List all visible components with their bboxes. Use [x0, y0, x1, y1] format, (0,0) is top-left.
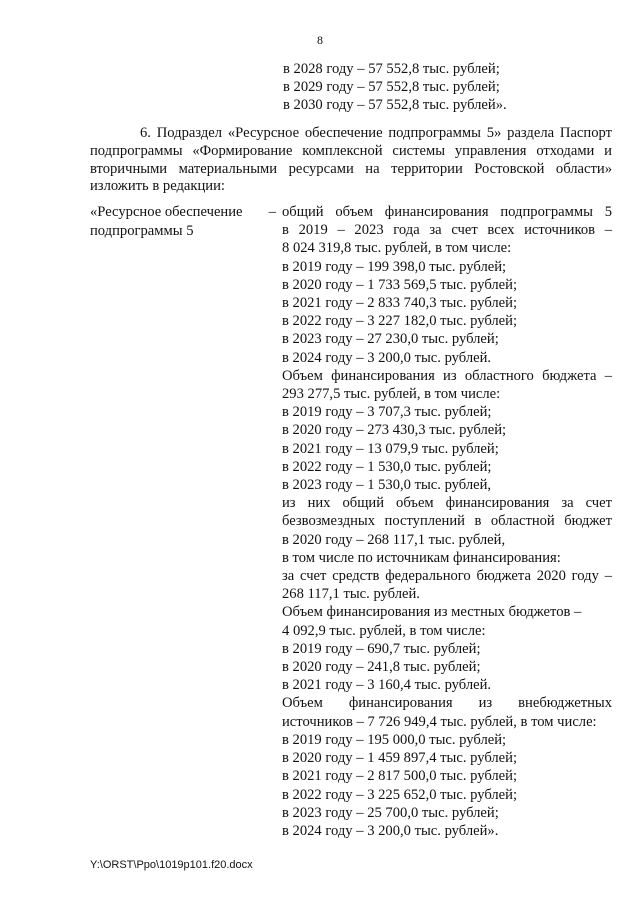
content-line: в том числе по источникам финансирования: [282, 549, 561, 566]
content-line: 268 117,1 тыс. рублей. [282, 586, 420, 603]
content-line: 293 277,5 тыс. рублей, в том числе: [282, 386, 501, 403]
top-lines [283, 60, 507, 115]
content-line: общий объем финансирования подпрограммы 5 [282, 204, 612, 220]
content-line: источников – 7 726 949,4 тыс. рублей, в том числе: [282, 713, 597, 730]
paragraph-line: изложить в редакции: [90, 178, 225, 195]
content-line: в 2020 году – 241,8 тыс. рублей; [282, 659, 481, 676]
content-line: в 2024 году – 3 200,0 тыс. рублей». [282, 822, 499, 839]
content-line: 4 092,9 тыс. рублей, в том числе: [282, 622, 486, 639]
content-line: в 2023 году – 25 700,0 тыс. рублей; [282, 804, 499, 821]
resource-label-line: «Ресурсное обеспечение [90, 204, 243, 220]
label-dash: – [268, 204, 276, 220]
content-line: 8 024 319,8 тыс. рублей, в том числе: [282, 240, 512, 257]
content-line: в 2021 году – 2 833 740,3 тыс. рублей; [282, 295, 518, 312]
content-line: в 2022 году – 1 530,0 тыс. рублей; [282, 458, 492, 475]
content-line: в 2020 году – 268 117,1 тыс. рублей, [282, 531, 506, 548]
top-line: в 2029 году – 57 552,8 тыс. рублей; [283, 79, 500, 96]
content-line: в 2023 году – 1 530,0 тыс. рублей, [282, 477, 492, 494]
top-line: в 2030 году – 57 552,8 тыс. рублей». [283, 97, 507, 114]
content-line: безвозмездных поступлений в областной бюджет [282, 513, 612, 530]
resource-label-line: подпрограммы 5 [90, 222, 194, 239]
content-line: Объем финансирования из местных бюджетов – [282, 604, 582, 621]
content-line: в 2024 году – 3 200,0 тыс. рублей. [282, 349, 492, 366]
content-line: из них общий объем финансирования за счет [282, 495, 612, 512]
content-line: в 2020 году – 1 733 569,5 тыс. рублей; [282, 276, 518, 293]
amendment-paragraph [90, 125, 612, 196]
content-line: Объем финансирования из внебюджетных [282, 695, 612, 712]
content-line: в 2019 году – 199 398,0 тыс. рублей; [282, 258, 507, 275]
content-line: Объем финансирования из областного бюджета – [282, 367, 612, 384]
paragraph-line: 6. Подраздел «Ресурсное обеспечение подпрограммы 5» раздела Паспорт [140, 125, 612, 141]
paragraph-line: подпрограммы «Формирование комплексной системы управления отходами и [90, 142, 612, 159]
page-number: 8 [317, 33, 323, 47]
content-line: в 2021 году – 2 817 500,0 тыс. рублей; [282, 768, 518, 785]
content-line: в 2020 году – 1 459 897,4 тыс. рублей; [282, 750, 518, 767]
content-line: в 2023 году – 27 230,0 тыс. рублей; [282, 331, 499, 348]
content-line: в 2021 году – 3 160,4 тыс. рублей. [282, 677, 492, 694]
content-line: в 2019 году – 690,7 тыс. рублей; [282, 640, 481, 657]
resource-content [282, 203, 612, 840]
content-line: в 2019 – 2023 года за счет всех источников – [282, 222, 612, 239]
content-line: в 2021 году – 13 079,9 тыс. рублей; [282, 440, 499, 457]
file-path-footer: Y:\ORST\Ppo\1019p101.f20.docx [90, 859, 253, 871]
content-line: в 2020 году – 273 430,3 тыс. рублей; [282, 422, 507, 439]
paragraph-line: вторичными материальными ресурсами на территории Ростовской области» [90, 160, 612, 177]
content-line: в 2019 году – 195 000,0 тыс. рублей; [282, 731, 507, 748]
content-line: за счет средств федерального бюджета 2020 году – [282, 568, 612, 585]
content-line: в 2019 году – 3 707,3 тыс. рублей; [282, 404, 492, 421]
content-line: в 2022 году – 3 227 182,0 тыс. рублей; [282, 313, 518, 330]
content-line: в 2022 году – 3 225 652,0 тыс. рублей; [282, 786, 518, 803]
top-line: в 2028 году – 57 552,8 тыс. рублей; [283, 61, 500, 77]
resource-label [90, 203, 276, 240]
